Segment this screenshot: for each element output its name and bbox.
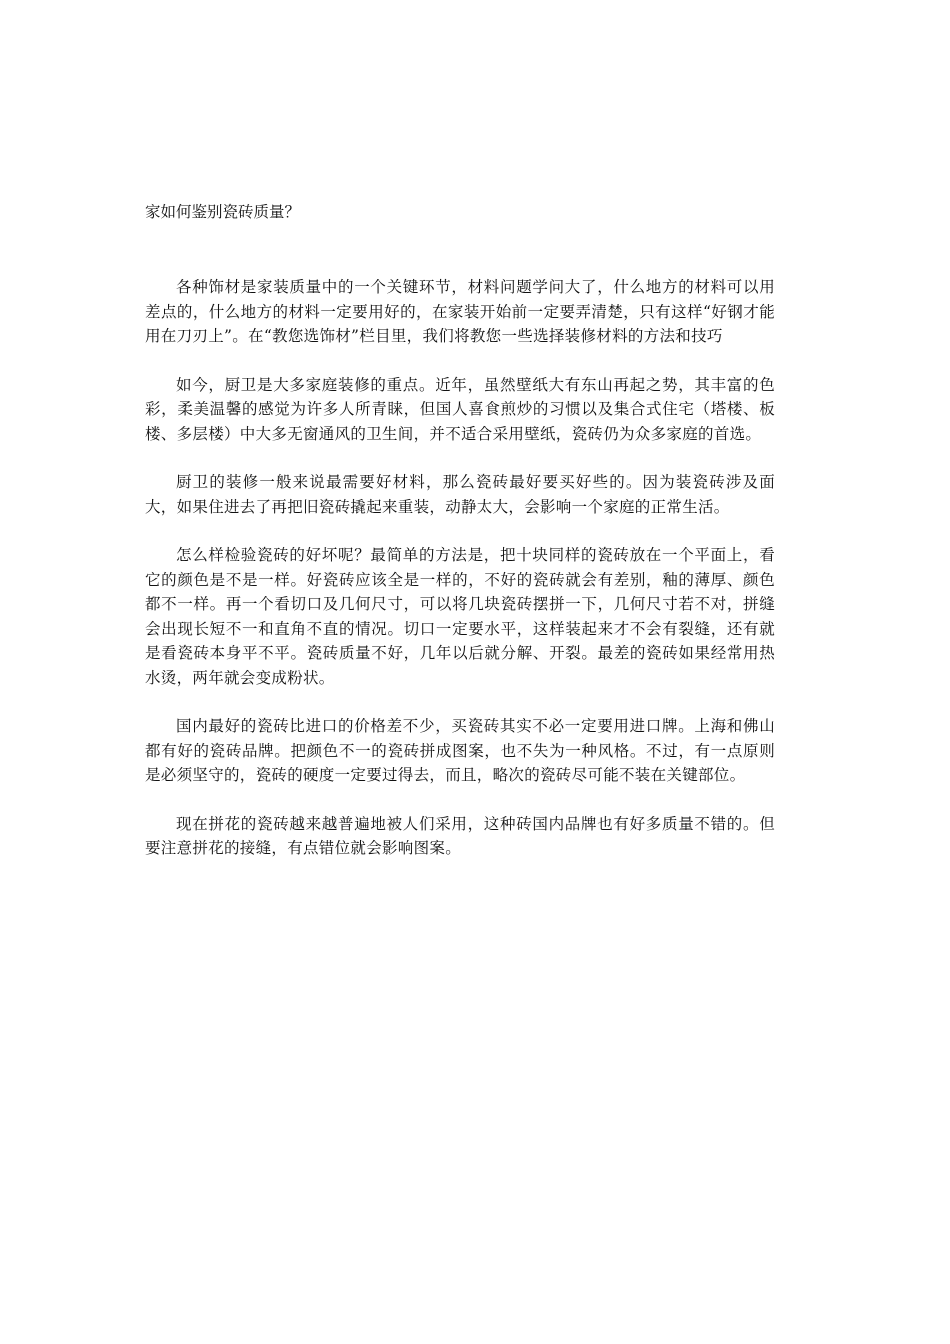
document-body: [145, 275, 775, 861]
paragraph-patterned-tiles: 现在拼花的瓷砖越来越普遍地被人们采用，这种砖国内品牌也有好多质量不错的。但要注意拼花的接缝，有点错位就会影响图案。: [145, 814, 775, 857]
paragraph-domestic-brands: 国内最好的瓷砖比进口的价格差不少，买瓷砖其实不必一定要用进口牌。上海和佛山都有好的瓷砖品牌。把颜色不一的瓷砖拼成图案，也不失为一种风格。不过，有一点原则是必须坚守的，瓷砖的硬度一定要过得去，而且，略次的瓷砖尽可能不装在关键部位。: [145, 717, 775, 784]
document-page: [145, 200, 775, 885]
paragraph-inspection: 怎么样检验瓷砖的好坏呢？最简单的方法是，把十块同样的瓷砖放在一个平面上，看它的颜色是不是一样。好瓷砖应该全是一样的，不好的瓷砖就会有差别，釉的薄厚、颜色都不一样。再一个看切口及几何尺寸，可以将几块瓷砖摆拼一下，几何尺寸若不对，拼缝会出现长短不一和直角不直的情况。切口一定要水平，这样装起来才不会有裂缝，还有就是看瓷砖本身平不平。瓷砖质量不好，几年以后就分解、开裂。最差的瓷砖如果经常用热水烫，两年就会变成粉状。: [145, 546, 775, 687]
paragraph-good-materials: 厨卫的装修一般来说最需要好材料，那么瓷砖最好要买好些的。因为装瓷砖涉及面大，如果住进去了再把旧瓷砖撬起来重装，动静太大，会影响一个家庭的正常生活。: [145, 473, 775, 516]
paragraph-intro: 各种饰材是家装质量中的一个关键环节，材料问题学问大了，什么地方的材料可以用差点的，什么地方的材料一定要用好的，在家装开始前一定要弄清楚，只有这样“好钢才能用在刀刃上”。在“教您选饰材”栏目里，我们将教您一些选择装修材料的方法和技巧: [145, 278, 775, 345]
paragraph-kitchen-bath: 如今，厨卫是大多家庭装修的重点。近年，虽然壁纸大有东山再起之势，其丰富的色彩，柔美温馨的感觉为许多人所青睐，但国人喜食煎炒的习惯以及集合式住宅（塔楼、板楼、多层楼）中大多无窗通风的卫生间，并不适合采用壁纸，瓷砖仍为众多家庭的首选。: [145, 375, 775, 443]
document-title: 家如何鉴别瓷砖质量？: [145, 203, 301, 221]
